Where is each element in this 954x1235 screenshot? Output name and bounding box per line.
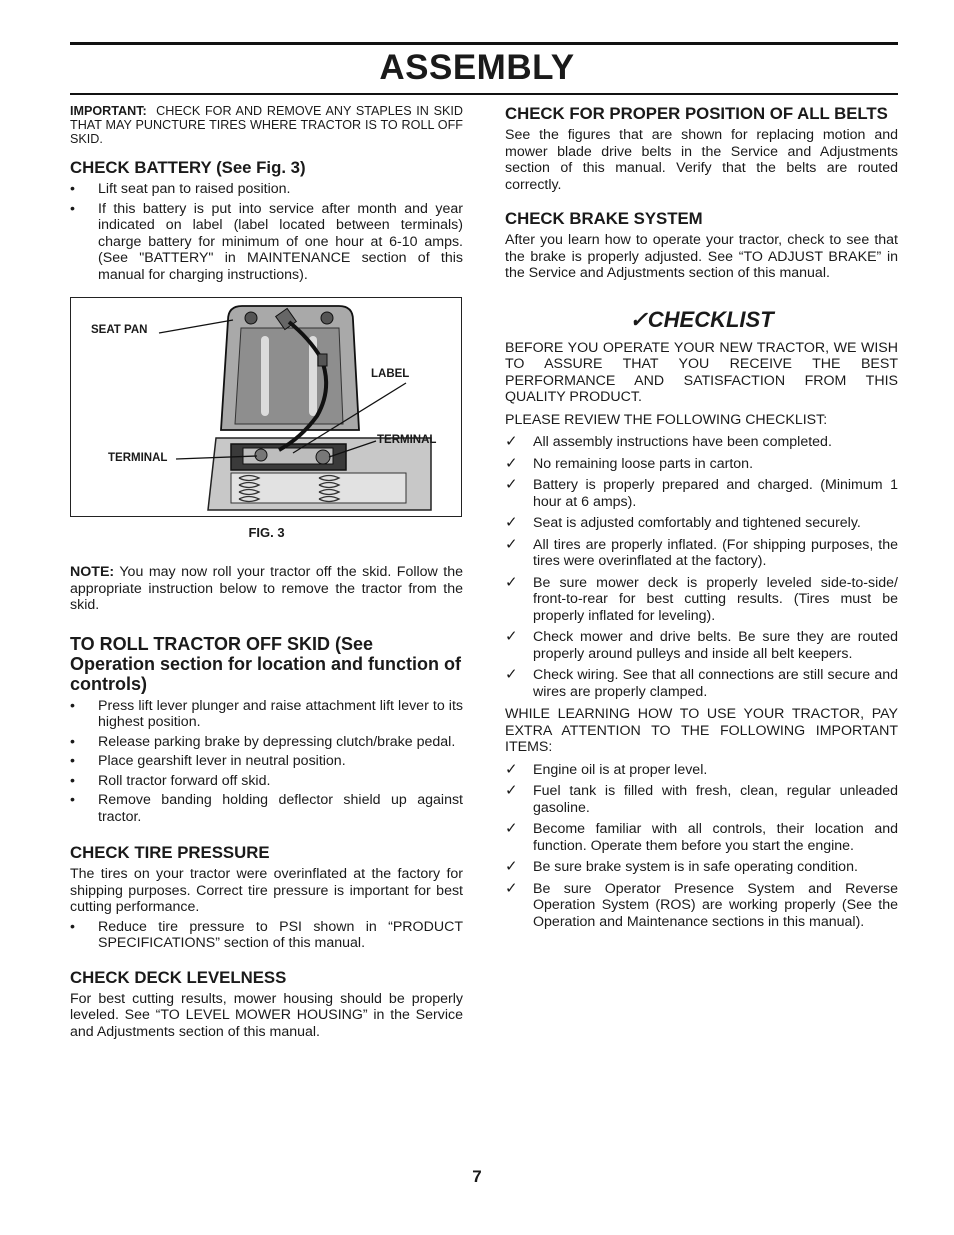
list-item-text: Be sure Operator Presence System and Reverse Operation System (ROS) are working properly (See the Operation and Maintenance sections in this manual). [533, 880, 898, 930]
belts-paragraph: See the figures that are shown for replacing motion and mower blade drive belts in the Service and Adjustments section of this manual. Verify that the belts are routed correctly. [505, 127, 898, 193]
list-item: • Roll tractor forward off skid. [70, 773, 463, 790]
battery-figure [70, 297, 462, 517]
list-item-text: Be sure brake system is in safe operating condition. [533, 859, 858, 875]
right-column [505, 104, 898, 936]
figure-caption: FIG. 3 [248, 525, 285, 540]
list-item: • Lift seat pan to raised position. [70, 181, 463, 198]
brake-heading: CHECK BRAKE SYSTEM [505, 209, 703, 228]
list-item-text: No remaining loose parts in carton. [533, 455, 754, 472]
list-item-text: Become familiar with all controls, their location and function. Operate them before you start the engine. [533, 821, 898, 854]
list-item-text: Fuel tank is filled with fresh, clean, regular unleaded gasoline. [533, 783, 898, 816]
list-item: • If this battery is put into service after month and year indicated on label (label located between terminals) charge battery for minimum of one hour at 6-10 amps. (See "BATTERY" in MAINTENANCE section of this manual for charging instructions). [70, 201, 463, 284]
list-item [505, 537, 898, 570]
important-items-list [505, 762, 898, 931]
page-title: ASSEMBLY [379, 48, 575, 87]
seat-pan-label: SEAT PAN [91, 324, 148, 336]
note-label: NOTE: [70, 564, 115, 580]
page-number: 7 [472, 1167, 482, 1186]
deck-heading: CHECK DECK LEVELNESS [70, 967, 287, 987]
note-text: You may now roll your tractor off the skid. Follow the appropriate instruction below to remove the tractor from the skid. [70, 564, 464, 613]
check-mark-icon: ✓ [505, 454, 518, 472]
tire-paragraph: The tires on your tractor were overinflated at the factory for shipping purposes. Correct tire pressure is important for best cutting performance. [70, 866, 463, 915]
checklist-list [505, 434, 898, 700]
check-mark-icon: ✓ [505, 820, 518, 837]
battery-heading: CHECK BATTERY (See Fig. 3) [70, 158, 306, 177]
tire-heading: CHECK TIRE PRESSURE [70, 843, 270, 862]
check-mark-icon: ✓ [505, 628, 518, 645]
list-item [505, 667, 898, 700]
terminal-right-label: TERMINAL [377, 434, 437, 446]
important-notice [70, 104, 463, 146]
list-item [505, 515, 898, 532]
check-mark-icon: ✓ [505, 666, 518, 683]
important-label: IMPORTANT: [70, 104, 147, 118]
check-mark-icon: ✓ [505, 760, 518, 778]
list-item [505, 575, 898, 625]
list-item: • Press lift lever plunger and raise attachment lift lever to its highest position. [70, 698, 463, 731]
check-mark-icon: ✓ [505, 476, 518, 493]
checklist-intro: BEFORE YOU OPERATE YOUR NEW TRACTOR, WE WISH TO ASSURE THAT YOU RECEIVE THE BEST PERFORMANCE AND SATISFACTION FROM THIS QUALITY PRODUCT. [505, 339, 898, 405]
header-rule-bottom [70, 93, 898, 95]
check-mark-icon: ✓ [505, 573, 518, 591]
list-item: • Release parking brake by depressing clutch/brake pedal. [70, 734, 463, 751]
list-item [505, 629, 898, 662]
check-mark-icon: ✓ [505, 433, 518, 450]
belts-heading: CHECK FOR PROPER POSITION OF ALL BELTS [505, 104, 888, 123]
list-item: • Reduce tire pressure to PSI shown in “PRODUCT SPECIFICATIONS” section of this manual. [70, 919, 463, 952]
list-item-text: Engine oil is at proper level. [533, 761, 708, 778]
list-item-text: Battery is properly prepared and charged. (Minimum 1 hour at 6 amps). [533, 477, 898, 510]
terminal-left-label: TERMINAL [108, 452, 168, 464]
check-mark-icon: ✓ [505, 782, 518, 799]
battery-list [70, 181, 463, 283]
list-item-text: Check wiring. See that all connections are still secure and wires are properly clamped. [533, 667, 898, 700]
list-item [505, 762, 898, 779]
list-item [505, 434, 898, 451]
check-mark-icon: ✓ [505, 535, 518, 553]
roll-heading: TO ROLL TRACTOR OFF SKID (See Operation section for location and function of controls) [70, 633, 461, 694]
list-item [505, 783, 898, 816]
header-rule-top [70, 42, 898, 45]
roll-list [70, 698, 463, 826]
check-mark-icon: ✓ [505, 879, 518, 897]
list-item-text: Check mower and drive belts. Be sure they are routed properly around pulleys and inside all belt keepers. [533, 629, 898, 662]
label-label: LABEL [371, 368, 410, 380]
list-item-text: All assembly instructions have been completed. [533, 434, 832, 450]
list-item-text: Be sure mower deck is properly leveled side-to-side/ front-to-rear for best cutting results. (Tires must be properly inflated for leveling). [533, 574, 898, 624]
left-column [70, 104, 463, 1046]
list-item [505, 821, 898, 854]
important-text: CHECK FOR AND REMOVE ANY STAPLES IN SKID THAT MAY PUNCTURE TIRES WHERE TRACTOR IS TO ROLL OFF SKID. [70, 104, 464, 146]
tire-list [70, 919, 463, 952]
deck-paragraph: For best cutting results, mower housing should be properly leveled. See “TO LEVEL MOWER HOUSING” in the Service and Adjustments section of this manual. [70, 990, 463, 1040]
note-paragraph [70, 564, 463, 614]
list-item [505, 456, 898, 473]
list-item-text: Seat is adjusted comfortably and tightened securely. [533, 515, 861, 531]
list-item [505, 477, 898, 510]
brake-paragraph: After you learn how to operate your tractor, check to see that the brake is properly adjusted. See “TO ADJUST BRAKE” in the Service and Adjustments section of this manual. [505, 232, 898, 281]
list-item-text: All tires are properly inflated. (For shipping purposes, the tires were overinflated at the factory). [533, 536, 898, 569]
check-mark-icon: ✓ [505, 514, 518, 531]
list-item: • Place gearshift lever in neutral position. [70, 753, 463, 770]
list-item [505, 859, 898, 876]
checklist-title: ✓CHECKLIST [629, 306, 774, 332]
check-mark-icon: ✓ [505, 858, 518, 875]
learning-paragraph: WHILE LEARNING HOW TO USE YOUR TRACTOR, PAY EXTRA ATTENTION TO THE FOLLOWING IMPORTANT ITEMS: [505, 706, 898, 755]
list-item: • Remove banding holding deflector shield up against tractor. [70, 792, 463, 825]
checklist-review: PLEASE REVIEW THE FOLLOWING CHECKLIST: [505, 411, 828, 428]
list-item [505, 881, 898, 931]
